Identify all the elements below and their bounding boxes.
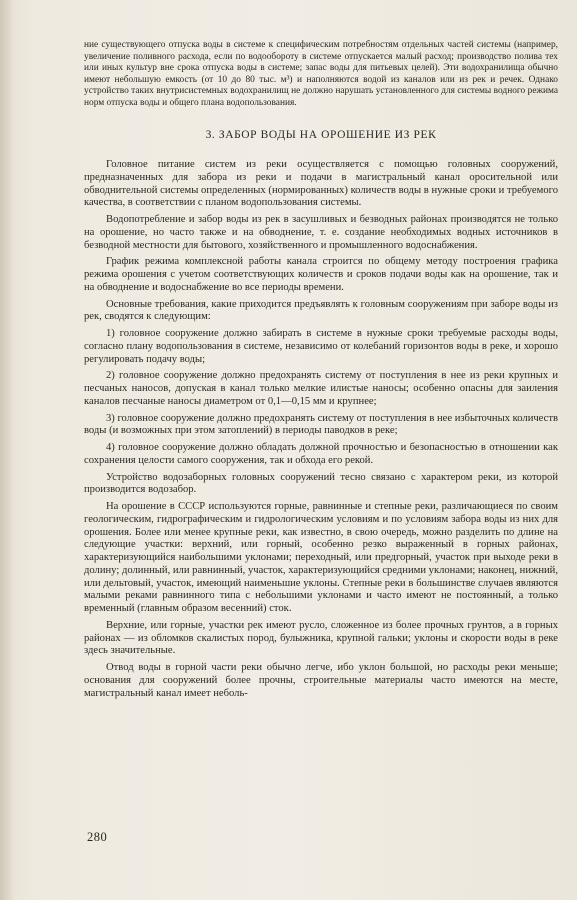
paragraph-4: Основные требования, какие приходится предъявлять к головным сооружениям при заборе воды из рек, сводятся к следующим: (84, 298, 558, 323)
requirement-2: 2) головное сооружение должно предохранять систему от поступления в нее из реки крупных и песчаных наносов, допуская в канал только мелкие илистые наносы; особенно опасны для заиления каналов песчаные наносы диаметром от 0,1—0,15 мм и крупнее; (84, 370, 558, 407)
page-number: 280 (87, 830, 108, 844)
text-column (84, 40, 558, 704)
page-edge-shadow (0, 0, 14, 900)
section-body (84, 159, 558, 700)
requirement-3: 3) головное сооружение должно предохранять систему от поступления в нее избыточных количеств воды (и возможных при этом затоплений) в периоды паводков в реке; (84, 412, 558, 437)
paragraph-3: График режима комплексной работы канала строится по общему методу построения графика режима орошения с учетом соответствующих количеств и сроков подачи воды как на орошение, так и на обводнение и водоснабжение во все периоды времени. (84, 256, 558, 293)
paragraph-2: Водопотребление и забор воды из рек в засушливых и безводных районах производятся не только на орошение, но часто также и на обводнение, т. е. создание необходимых водных источников в безводной местности для бытового, хозяйственного и промышленного водоснабжения. (84, 214, 558, 251)
paragraph-11: Верхние, или горные, участки рек имеют русло, сложенное из более прочных грунтов, а в горных районах — из обломков скалистых пород, булыжника, крупной гальки; уклоны и скорости воды в реке здесь значительные. (84, 619, 558, 657)
paragraph-12: Отвод воды в горной части реки обычно легче, ибо уклон большой, но расходы реки меньше; основания для сооружений более прочны, строительные материалы часто имеются на месте, магистральный канал имеет неболь- (84, 662, 558, 699)
continued-paragraph (84, 40, 558, 109)
requirement-1: 1) головное сооружение должно забирать в системе в нужные сроки требуемые расходы воды, согласно плану водопользования в системе, независимо от колебаний горизонтов воды в реке, и хорошо регулировать подачу воды; (84, 328, 558, 365)
paragraph-10: На орошение в СССР используются горные, равнинные и степные реки, различающиеся по своим геологическим, гидрографическим и гидрологическим условиям и по условиям забора воды из них для орошения. Более или менее крупные реки, как известно, в свою очередь, можно разделить по длине на следующие участки: верхний, или горный, особенно резко выраженный в горных районах, характеризующийся наибольшими уклонами; переходный, или предгорный, участок при выходе реки в долину; долинный, или равнинный, участок, характеризующийся средними уклонами; наконец, нижний, или дельтовый, участок, имеющий наименьшие уклоны. Степные реки в большинстве случаев являются малыми реками равнинного типа с небольшими уклонами и часто имеют не постоянный, а только временный (главным образом весенний) сток. (84, 501, 558, 614)
paragraph-9: Устройство водозаборных головных сооружений тесно связано с характером реки, из которой производится водозабор. (84, 471, 558, 496)
section-heading: 3. ЗАБОР ВОДЫ НА ОРОШЕНИЕ ИЗ РЕК (205, 129, 437, 141)
top-paragraph: ние существующего отпуска воды в системе к специфическим потребностям отдельных частей системы (например, увеличение поливного расхода, если по водообороту в системе отпускается малый расход; производство полива тех или иных культур вне срока отпуска воды в системе; запас воды для питьевых целей). Эти водохранилища обычно имеют небольшую емкость (от 10 до 80 тыс. м³) и наполняются водой из каналов или из рек и речек. Однако устройство таких внутрисистемных водохранилищ не должно нарушать установленного для системы водного режима норм отпуска воды и общего плана водопользования. (84, 40, 558, 108)
requirement-4: 4) головное сооружение должно обладать должной прочностью и безопасностью в отношении как сохранения целости самого сооружения, так и обхода его рекой. (84, 442, 558, 466)
paragraph-1: Головное питание систем из реки осуществляется с помощью головных сооружений, предназначенных для забора из реки и подачи в магистральный канал оросительной или обводнительной системы определенных (нормированных) количеств воды в нужные сроки и требуемого качества, в соответствии с планом водопользования системы. (84, 159, 558, 209)
